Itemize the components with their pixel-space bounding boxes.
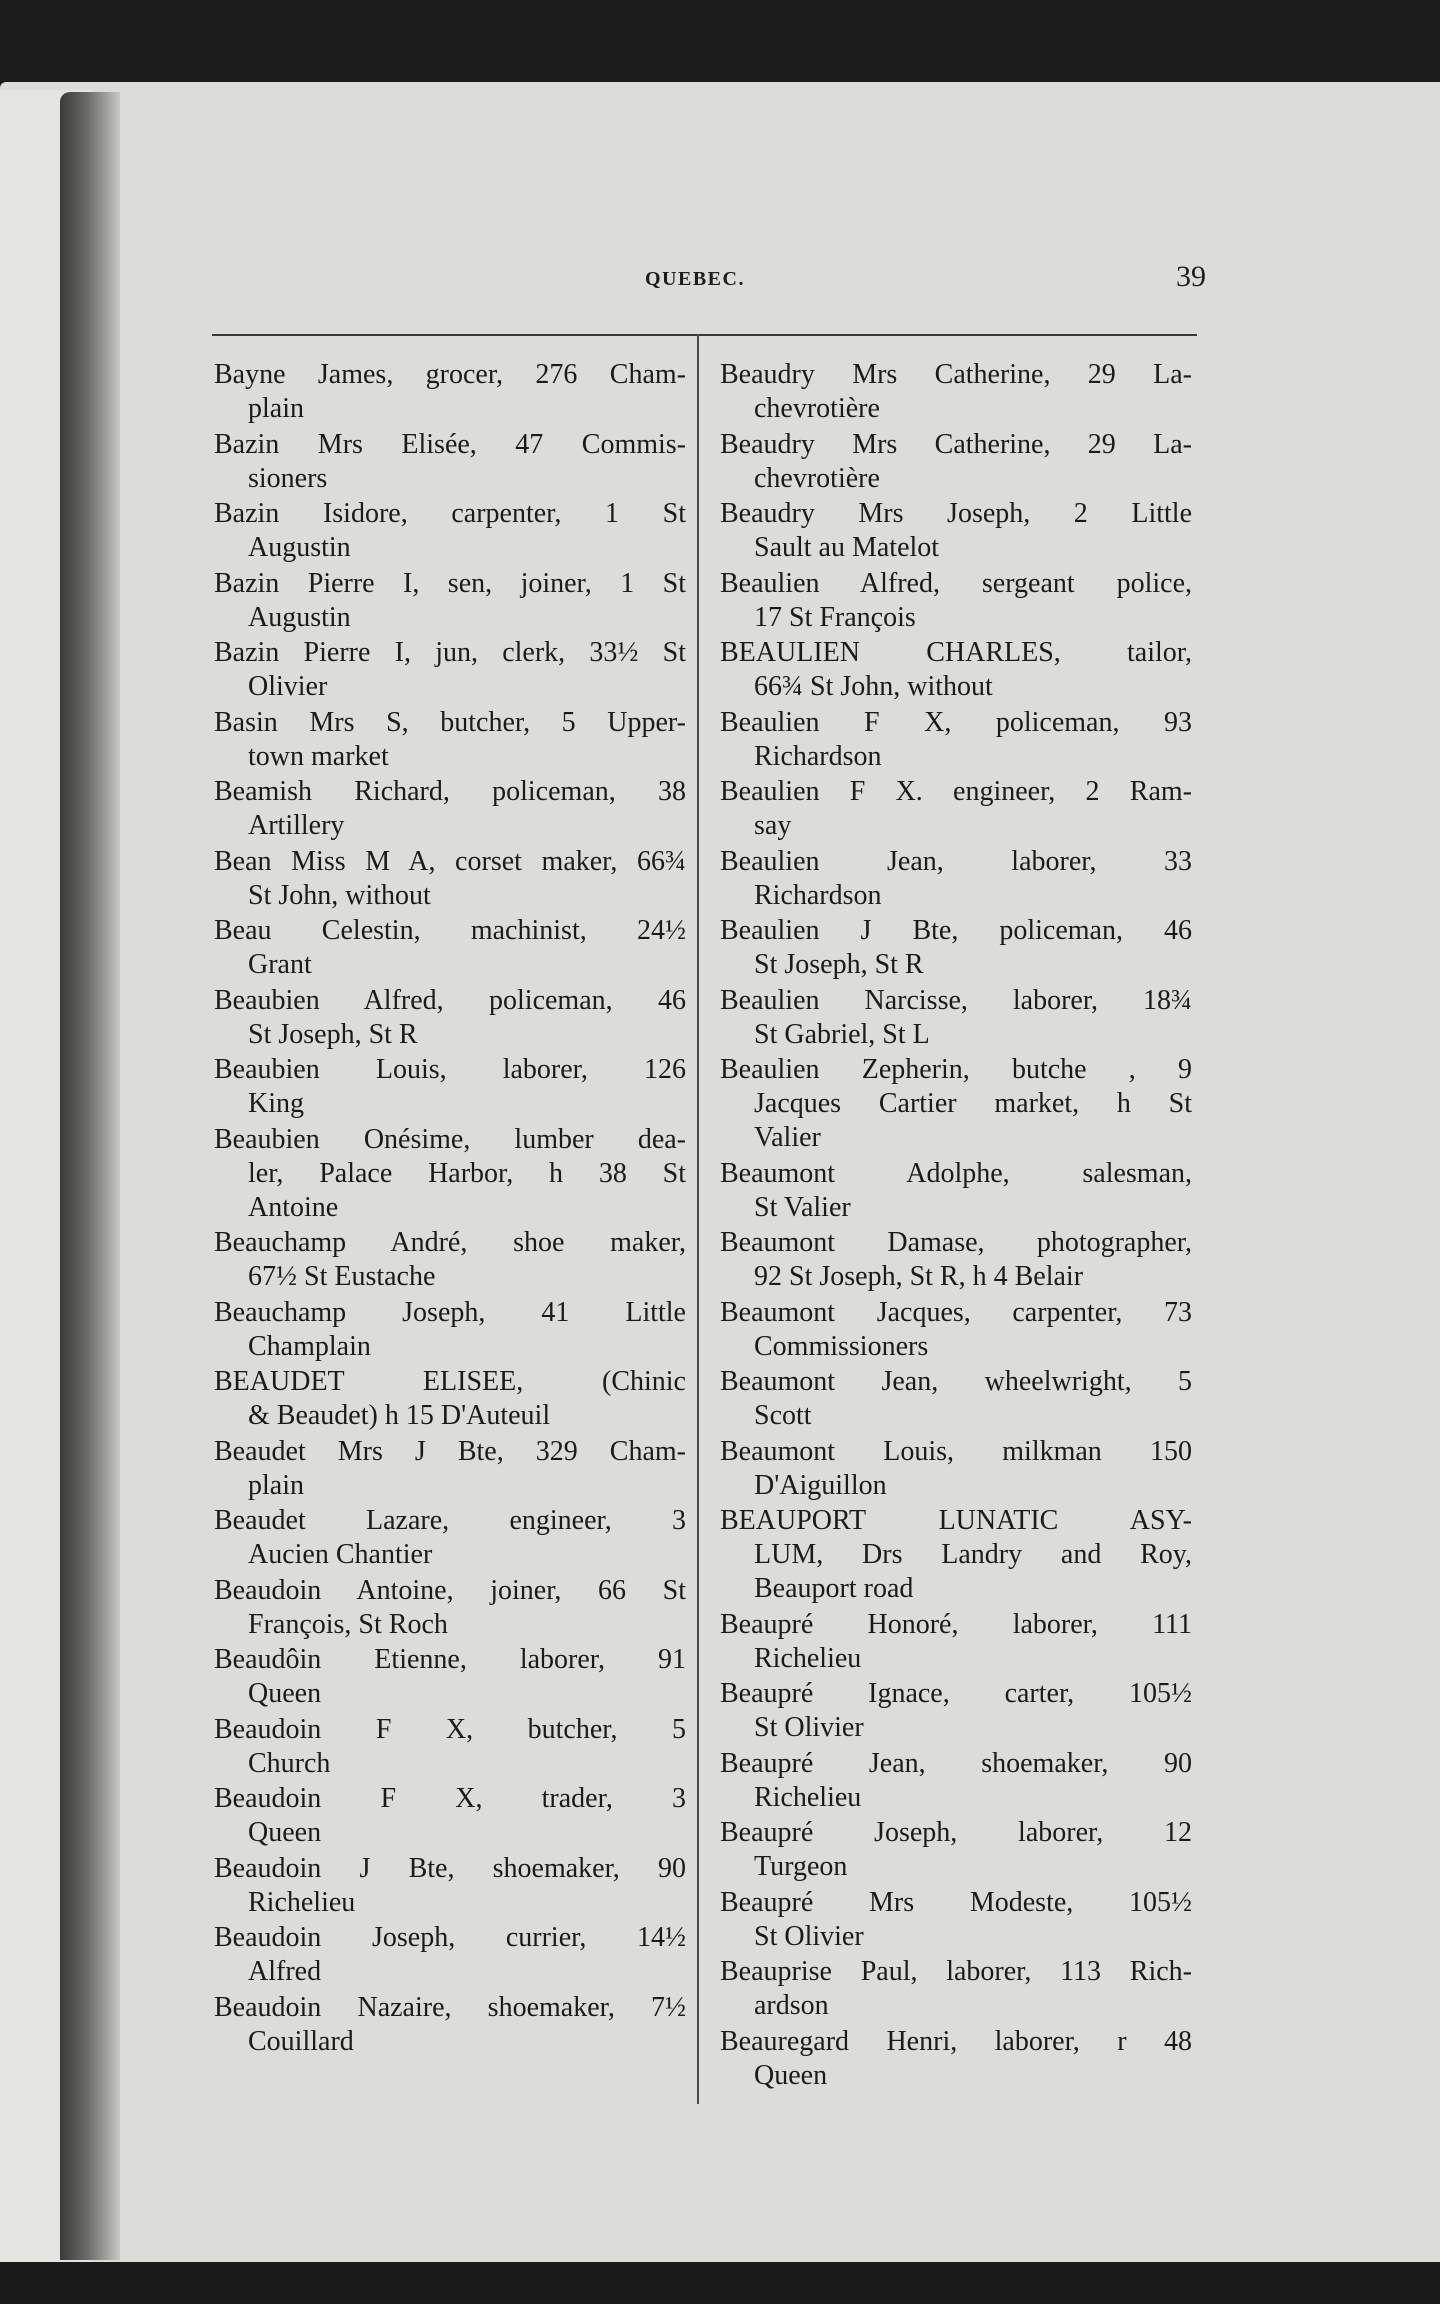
entry-continuation-line: Turgeon [754, 1851, 848, 1882]
directory-entry [720, 1504, 1192, 1606]
entry-continuation-line: 67½ St Eustache [248, 1261, 436, 1292]
entry-name-line: Beaulien Alfred, sergeant police, [720, 567, 1192, 599]
entry-continuation-line: Sault au Matelot [754, 532, 940, 563]
entry-continuation-line: St Valier [754, 1191, 851, 1223]
entry-name-line: Beaulien F X, policeman, 93 [720, 706, 1192, 738]
entry-name-line: Beaudoin Nazaire, shoemaker, 7½ [214, 1991, 686, 2023]
entry-continuation-line: Queen [754, 2059, 828, 2091]
directory-entry [214, 1365, 686, 1433]
directory-entry [720, 567, 1192, 635]
entry-name-line: Beaulien Zepherin, butche , 9 [720, 1054, 1192, 1085]
entry-name-line: Beauchamp André, shoe maker, [214, 1227, 686, 1258]
directory-entry [720, 1435, 1192, 1503]
directory-entry [214, 358, 686, 426]
entry-name-line: Beaubien Onésime, lumber dea- [214, 1123, 686, 1155]
entry-continuation-line: Richelieu [754, 1781, 862, 1813]
entry-continuation-line: François, St Roch [248, 1608, 448, 1640]
entry-name-line: Bazin Pierre I, jun, clerk, 33½ St [214, 637, 686, 668]
directory-entry [720, 358, 1192, 426]
entry-name-line: Beaupré Ignace, carter, 105½ [720, 1678, 1192, 1709]
directory-entry [214, 428, 686, 496]
directory-entry [720, 1886, 1192, 1954]
entry-continuation-line: ler, Palace Harbor, h 38 St [248, 1157, 686, 1189]
entry-continuation-line: plain [248, 393, 304, 424]
directory-entry [214, 914, 686, 982]
directory-entry [214, 1991, 686, 2059]
entry-name-line: Beaudôin Etienne, laborer, 91 [214, 1644, 686, 1675]
entry-continuation-line: King [248, 1088, 304, 1119]
directory-entry [214, 1226, 686, 1294]
entry-continuation-line: 17 St François [754, 601, 916, 633]
entry-name-line: Beaudoin Antoine, joiner, 66 St [214, 1574, 686, 1606]
entry-continuation-line: say [754, 810, 792, 841]
page-header [210, 260, 1210, 308]
entry-continuation-line: Jacques Cartier market, h St [754, 1088, 1192, 1119]
entry-continuation-line: Grant [248, 949, 312, 980]
entry-continuation-line: & Beaudet) h 15 D'Auteuil [248, 1400, 551, 1431]
entry-continuation-line: sioners [248, 462, 328, 494]
header-rule [212, 334, 1197, 336]
entry-continuation-line: Aucien Chantier [248, 1539, 433, 1570]
directory-column-left [214, 358, 686, 2060]
entry-continuation-line: Augustin [248, 532, 351, 563]
entry-continuation-line: St Joseph, St R [754, 949, 924, 980]
directory-entry [214, 1713, 686, 1781]
entry-continuation-line: St Olivier [754, 1712, 864, 1743]
directory-entry [214, 775, 686, 843]
entry-name-line: Beaulien F X. engineer, 2 Ram- [720, 776, 1192, 807]
directory-entry [214, 1921, 686, 1989]
directory-entry [214, 1053, 686, 1121]
entry-name-line: Beaudet Mrs J Bte, 329 Cham- [214, 1435, 686, 1467]
directory-entry [720, 775, 1192, 843]
entry-name-line: Beaudry Mrs Catherine, 29 La- [720, 359, 1192, 390]
directory-entry [720, 1747, 1192, 1815]
entry-continuation-line: D'Aiguillon [754, 1469, 887, 1501]
entry-continuation-line: Richardson [754, 740, 882, 772]
entry-name-line: Bazin Mrs Elisée, 47 Commis- [214, 428, 686, 460]
directory-entry [720, 497, 1192, 565]
directory-entry [720, 1677, 1192, 1745]
entry-continuation-line: St Joseph, St R [248, 1018, 418, 1050]
scan-background-bottom [0, 2262, 1440, 2304]
directory-entry [720, 706, 1192, 774]
entry-name-line: Beaudry Mrs Joseph, 2 Little [720, 498, 1192, 529]
entry-name-line: Beaumont Damase, photographer, [720, 1227, 1192, 1258]
entry-name-line: Bazin Isidore, carpenter, 1 St [214, 498, 686, 529]
directory-entry [214, 1123, 686, 1225]
directory-entry [214, 1852, 686, 1920]
directory-entry [720, 1608, 1192, 1676]
directory-entry [214, 845, 686, 913]
entry-name-line: Beaulien J Bte, policeman, 46 [720, 915, 1192, 946]
directory-entry [720, 1226, 1192, 1294]
entry-name-line: Bayne James, grocer, 276 Cham- [214, 359, 686, 390]
entry-name-line: Beaulien Jean, laborer, 33 [720, 845, 1192, 877]
directory-entry [214, 497, 686, 565]
entry-name-line: Beaumont Jean, wheelwright, 5 [720, 1366, 1192, 1397]
entry-continuation-line: Commissioners [754, 1330, 929, 1362]
entry-continuation-line: Church [248, 1747, 331, 1779]
entry-name-line: Basin Mrs S, butcher, 5 Upper- [214, 706, 686, 738]
entry-continuation-line: St John, without [248, 879, 431, 911]
entry-name-line: Beaudoin F X, butcher, 5 [214, 1713, 686, 1745]
directory-entry [720, 1296, 1192, 1364]
entry-name-line: Beaudet Lazare, engineer, 3 [214, 1505, 686, 1536]
directory-entry [214, 1504, 686, 1572]
entry-continuation-line: chevrotière [754, 393, 880, 424]
entry-continuation-line: Queen [248, 1817, 322, 1848]
directory-entry [720, 428, 1192, 496]
directory-entry [720, 914, 1192, 982]
directory-entry [214, 1782, 686, 1850]
entry-name-line: Beaumont Louis, milkman 150 [720, 1435, 1192, 1467]
directory-entry [214, 984, 686, 1052]
directory-entry [720, 1157, 1192, 1225]
entry-continuation-line: Antoine [248, 1191, 339, 1223]
entry-continuation-line: LUM, Drs Landry and Roy, [754, 1539, 1192, 1570]
entry-name-line: BEAULIEN CHARLES, tailor, [720, 637, 1192, 668]
directory-entry [720, 1365, 1192, 1433]
entry-continuation-line: Couillard [248, 2025, 354, 2057]
column-divider [697, 334, 699, 2104]
entry-name-line: Beaumont Adolphe, salesman, [720, 1157, 1192, 1189]
entry-continuation-line: 66¾ St John, without [754, 671, 993, 702]
entry-name-line: Beaupré Honoré, laborer, 111 [720, 1608, 1192, 1640]
entry-continuation-line: ardson [754, 1990, 829, 2021]
entry-continuation-line: St Olivier [754, 1920, 864, 1952]
entry-name-line: BEAUPORT LUNATIC ASY- [720, 1505, 1192, 1536]
entry-name-line: Beaudoin J Bte, shoemaker, 90 [214, 1852, 686, 1884]
entry-continuation-line: Valier [754, 1122, 821, 1153]
book-spine-shadow [60, 92, 120, 2260]
scan-background-top [0, 0, 1440, 95]
entry-name-line: Beauregard Henri, laborer, r 48 [720, 2025, 1192, 2057]
entry-name-line: Beaubien Alfred, policeman, 46 [214, 984, 686, 1016]
entry-name-line: Beaupré Joseph, laborer, 12 [720, 1817, 1192, 1848]
entry-name-line: Beaupré Jean, shoemaker, 90 [720, 1747, 1192, 1779]
entry-continuation-line: Queen [248, 1678, 322, 1709]
entry-name-line: Beaubien Louis, laborer, 126 [214, 1054, 686, 1085]
entry-name-line: Bazin Pierre I, sen, joiner, 1 St [214, 567, 686, 599]
entry-continuation-line: plain [248, 1469, 304, 1501]
entry-continuation-line: Richardson [754, 879, 882, 911]
entry-name-line: Beauchamp Joseph, 41 Little [214, 1296, 686, 1328]
directory-entry [720, 984, 1192, 1052]
directory-entry [214, 1643, 686, 1711]
entry-continuation-line: Richelieu [248, 1886, 356, 1918]
entry-name-line: Beauprise Paul, laborer, 113 Rich- [720, 1956, 1192, 1987]
entry-name-line: Beau Celestin, machinist, 24½ [214, 915, 686, 946]
entry-continuation-line: 92 St Joseph, St R, h 4 Belair [754, 1261, 1084, 1292]
directory-entry [214, 567, 686, 635]
running-head: QUEBEC. [645, 268, 745, 290]
directory-entry [214, 706, 686, 774]
entry-continuation-line: Richelieu [754, 1642, 862, 1674]
entry-name-line: BEAUDET ELISEE, (Chinic [214, 1366, 686, 1397]
entry-continuation-line: Beauport road [754, 1573, 914, 1604]
entry-continuation-line: chevrotière [754, 462, 880, 494]
directory-entry [720, 1053, 1192, 1155]
directory-entry [214, 1574, 686, 1642]
entry-continuation-line: Olivier [248, 671, 328, 702]
directory-entry [214, 1296, 686, 1364]
entry-name-line: Beaulien Narcisse, laborer, 18¾ [720, 984, 1192, 1016]
directory-entry [720, 1816, 1192, 1884]
entry-name-line: Bean Miss M A, corset maker, 66¾ [214, 845, 686, 877]
entry-continuation-line: St Gabriel, St L [754, 1018, 930, 1050]
entry-name-line: Beamish Richard, policeman, 38 [214, 776, 686, 807]
entry-name-line: Beaudoin Joseph, currier, 14½ [214, 1922, 686, 1953]
directory-entry [720, 636, 1192, 704]
entry-name-line: Beaupré Mrs Modeste, 105½ [720, 1886, 1192, 1918]
directory-entry [214, 1435, 686, 1503]
entry-continuation-line: Alfred [248, 1956, 322, 1987]
directory-entry [214, 636, 686, 704]
entry-continuation-line: town market [248, 740, 389, 772]
directory-entry [720, 2025, 1192, 2093]
entry-continuation-line: Augustin [248, 601, 351, 633]
entry-continuation-line: Scott [754, 1400, 812, 1431]
entry-name-line: Beaudoin F X, trader, 3 [214, 1783, 686, 1814]
directory-entry [720, 845, 1192, 913]
page-number: 39 [1176, 260, 1206, 293]
entry-name-line: Beaumont Jacques, carpenter, 73 [720, 1296, 1192, 1328]
directory-entry [720, 1955, 1192, 2023]
entry-name-line: Beaudry Mrs Catherine, 29 La- [720, 428, 1192, 460]
entry-continuation-line: Champlain [248, 1330, 371, 1362]
entry-continuation-line: Artillery [248, 810, 345, 841]
directory-column-right [720, 358, 1192, 2094]
